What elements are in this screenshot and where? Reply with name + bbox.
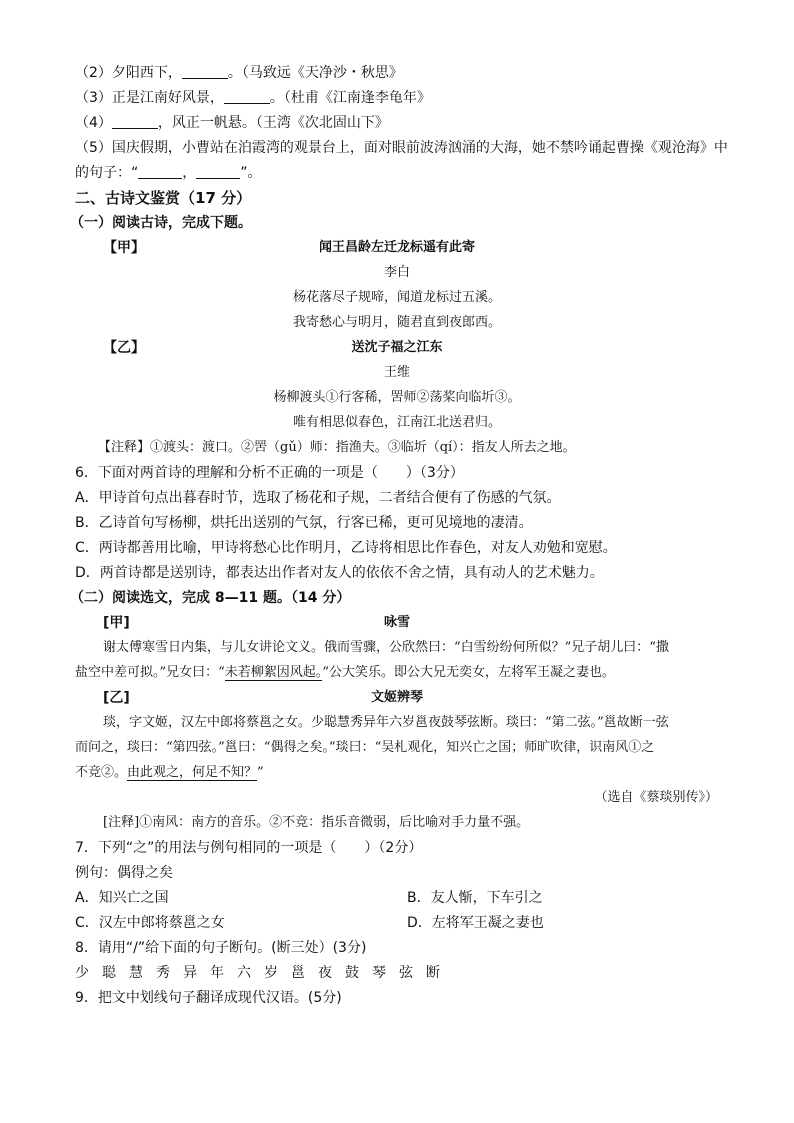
q4-suffix: ，风正一帆悬。（王湾《次北固山下》 [157,115,389,131]
answer-blank[interactable] [112,114,158,129]
poem-b-tag: 【乙】 [103,340,145,356]
part-1-title: （一）阅读古诗，完成下题。 [70,215,252,231]
question-7-option-d[interactable]: D．左将军王凝之妻也 [407,915,544,931]
question-4-line [75,113,389,133]
poem-a-line-2: 我寄愁心与明月，随君直到夜郎西。 [292,315,501,330]
q3-suffix: 。（杜甫《江南逢李龟年》 [269,90,431,106]
question-9-stem: 9．把文中划线句子翻译成现代汉语。(5分) [75,990,342,1006]
q2-suffix: 。（马致远《天净沙・秋思》 [227,65,403,81]
question-6-option-b[interactable]: B．乙诗首句写杨柳，烘托出送别的气氛，行客已稀，更可见境地的凄清。 [75,515,533,531]
text-b-line-2: 而问之，琰曰：“第四弦。”邕曰：“偶得之矣。”琰曰：“吴札观化，知兴亡之国；师旷吹律，识南风①之 [75,740,655,755]
text-a-tag: [甲] [103,615,130,631]
answer-blank[interactable] [196,164,240,179]
underlined-sentence-1: 未若柳絮因风起。 [224,665,323,680]
poem-a-line-1: 杨花落尽子规啼，闻道龙标过五溪。 [292,290,501,305]
question-5-line-2 [75,163,262,183]
poem-a-tag: 【甲】 [103,240,145,256]
question-7-option-b[interactable]: B．友人惭，下车引之 [407,890,543,906]
text-notes: [注释]①南风：南方的音乐。②不竞：指乐音微弱，后比喻对手力量不强。 [103,815,530,830]
poem-notes: 【注释】①渡头：渡口。②罟（gǔ）师：指渔夫。③临圻（qí）：指友人所去之地。 [98,440,576,455]
question-5-line: （5）国庆假期，小曹站在泊霞湾的观景台上，面对眼前波涛汹涌的大海，她不禁吟诵起曹操《观沧海》中 [75,140,728,156]
question-3-line [75,88,431,108]
text-b-line-3-pre: 不竞②。 [75,765,128,780]
question-7-option-a[interactable]: A．知兴亡之国 [75,890,169,906]
text-a-title: 咏雪 [383,615,410,630]
text-a-line-1: 谢太傅寒雪日内集，与儿女讲论文义。俄而雪骤，公欣然曰：“白雪纷纷何所似？”兄子胡儿曰：“撒 [103,640,669,655]
q2-prefix: （2）夕阳西下， [75,65,182,81]
q5-end: ”。 [240,165,262,181]
text-a-line-2-pre: 盐空中差可拟。”兄女曰：“ [75,665,225,680]
question-7-stem: 7．下列“之”的用法与例句相同的一项是（ ）（2分） [75,840,423,856]
section-title: 二、古诗文鉴赏（17 分） [75,189,252,207]
text-b-source: （选自《蔡琰别传》） [594,790,718,805]
text-b-line-3-post: ” [257,765,264,780]
poem-a-author: 李白 [383,265,410,280]
text-b-tag: [乙] [103,690,130,706]
poem-b-author: 王维 [383,365,410,380]
q3-prefix: （3）正是江南好风景， [75,90,224,106]
poem-b-line-1: 杨柳渡头①行客稀，罟师②荡桨向临圻③。 [273,390,521,405]
question-6-option-a[interactable]: A．甲诗首句点出暮春时节，选取了杨花和子规，二者结合便有了伤感的气氛。 [75,490,561,506]
poem-a-title: 闻王昌龄左迁龙标遥有此寄 [318,240,475,255]
question-8-stem: 8．请用“/”给下面的句子断句。(断三处）(3分) [75,940,367,956]
text-a-line-2 [75,663,615,683]
text-a-line-2-post: ”公大笑乐。即公大兄无奕女，左将军王凝之妻也。 [322,665,615,680]
q5-comma: ， [182,165,197,181]
question-7-example: 例句：偶得之矣 [75,865,173,881]
text-b-title: 文姬辨琴 [370,690,423,705]
text-b-line-1: 琰，字文姬，汉左中郎将蔡邕之女。少聪慧秀异年六岁邕夜鼓琴弦断。琰曰：“第二弦。”邕故断一弦 [103,715,669,730]
question-6-option-c[interactable]: C．两诗都善用比喻，甲诗将愁心比作明月，乙诗将相思比作春色，对友人劝勉和宽慰。 [75,540,617,556]
q5-prefix: 的句子：“ [75,165,139,181]
answer-blank[interactable] [182,64,228,79]
poem-b-line-2: 唯有相思似春色，江南江北送君归。 [292,415,501,430]
answer-blank[interactable] [224,89,270,104]
question-6-option-d[interactable]: D．两首诗都是送别诗，都表达出作者对友人的依依不舍之情，具有动人的艺术魅力。 [75,565,604,581]
text-b-line-3 [75,763,264,783]
question-2-line [75,63,403,83]
question-7-option-c[interactable]: C．汉左中郎将蔡邕之女 [75,915,225,931]
part-2-title: （二）阅读选文，完成 8—11 题。（14 分） [70,590,351,606]
answer-blank[interactable] [138,164,182,179]
question-8-sentence[interactable]: 少聪慧秀异年六岁邕夜鼓琴弦断 [75,965,453,981]
question-6-stem: 6．下面对两首诗的理解和分析不正确的一项是（ ）（3分） [75,465,464,481]
poem-b-title: 送沈子福之江东 [351,340,443,355]
underlined-sentence-2: 由此观之，何足不知？ [127,765,258,780]
q4-prefix: （4） [75,115,112,131]
